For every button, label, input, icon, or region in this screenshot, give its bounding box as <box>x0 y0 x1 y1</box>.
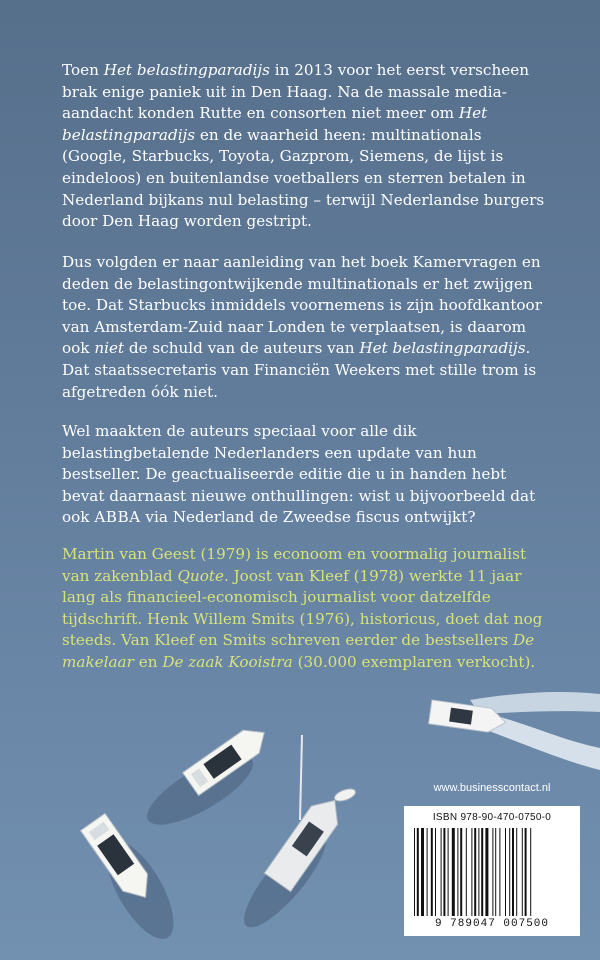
barcode-bar <box>448 828 449 916</box>
barcode-bar <box>460 828 462 916</box>
barcode-bar <box>414 828 415 916</box>
barcode-bar <box>466 828 467 916</box>
barcode-bar <box>525 828 527 916</box>
barcode-bar <box>474 828 476 916</box>
sailboat-mast <box>300 735 302 820</box>
barcode-bar <box>417 828 419 916</box>
barcode-bar <box>530 828 531 916</box>
barcode-bar <box>512 828 514 916</box>
barcode-bar <box>435 828 436 916</box>
barcode-bar <box>516 828 517 916</box>
barcode-bar <box>492 828 493 916</box>
barcode-bar <box>431 828 433 916</box>
blurb-paragraph-3: Wel maakten de auteurs speciaal voor alle dik belastingbetalende Nederlanders een update van hun bestseller. De geactualiseerde editie die u in handen hebt bevat daarnaast nieuwe onthullingen: wist u bijvoorbeeld dat ook ABBA via Nederland de Zweedse fiscus ontwijkt? <box>62 422 536 527</box>
barcode-bar <box>471 828 472 916</box>
barcode-bar <box>499 828 500 916</box>
barcode-bar <box>457 828 458 916</box>
barcode-bar <box>522 828 523 916</box>
barcode-bar <box>509 828 510 916</box>
barcode-bar <box>485 828 488 916</box>
barcode-bar <box>421 828 424 916</box>
barcode-box <box>404 806 580 936</box>
blurb-paragraph-1: Toen Het belastingparadijs in 2013 voor het eerst verscheen brak enige paniek uit in Den Haag. Na de massale media-aandacht konden Rutte en consorten niet meer om Het belastingparadijs en de waarheid heen: multinationals (Google, Starbucks, Toyota, Gazprom, Siemens, de lijst is eindeloos) en buitenlandse voetballers en sterren betalen in Nederland bijkans nul belasting – terwijl Nederlandse burgers door Den Haag worden gestript. <box>62 61 545 231</box>
barcode-bar <box>478 828 479 916</box>
barcode-bars <box>414 828 570 918</box>
isbn-label: ISBN 978-90-470-0750-0 <box>432 812 552 823</box>
dinghy <box>333 787 357 804</box>
barcode-bar <box>427 828 428 916</box>
publisher-website: www.businesscontact.nl <box>433 782 551 794</box>
author-bio: Martin van Geest (1979) is econoom en voormalig journalist van zakenblad Quote. Joost van Kleef (1978) werkte 11 jaar lang als financieel-economisch journalist voor datzelfde tijdschrift. Henk Willem Smits (1976), historicus, doet dat nog steeds. Van Kleef en Smits schreven eerder de bestsellers De makelaar en De zaak Kooistra (30.000 exemplaren verkocht). <box>62 545 543 671</box>
blurb-paragraph-2: Dus volgden er naar aanleiding van het boek Kamervragen en deden de belastingontwijkende multinationals er het zwijgen toe. Dat Starbucks inmiddels voornemens is zijn hoofdkantoor van Amsterdam-Zuid naar Londen te verplaatsen, is daarom ook niet de schuld van de auteurs van Het belastingparadijs. Dat staatssecretaris van Financiën Weekers met stille trom is afgetreden óók niet. <box>62 253 542 401</box>
barcode-bar <box>481 828 483 916</box>
barcode-bar <box>441 828 442 916</box>
barcode-bar <box>452 828 455 916</box>
barcode-bar <box>505 828 506 916</box>
barcode-bar <box>495 828 496 916</box>
barcode-digits: 9 789047 007500 <box>434 918 550 930</box>
barcode-bar <box>443 828 445 916</box>
